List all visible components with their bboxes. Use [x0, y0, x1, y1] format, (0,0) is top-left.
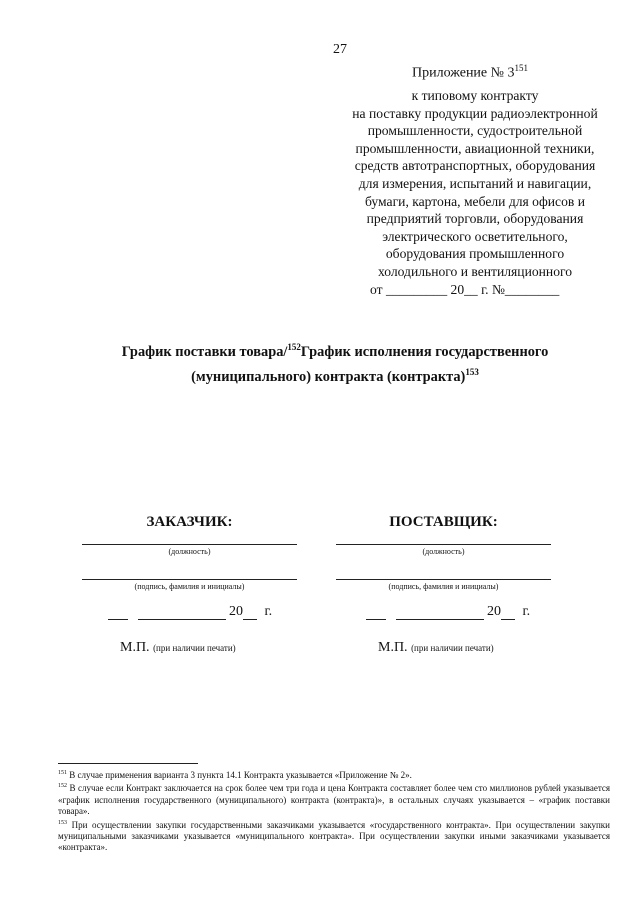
appendix-line: оборудования промышленного [385, 246, 565, 262]
supplier-date-row [336, 604, 551, 640]
footnote-text: В случае применения варианта 3 пункта 14.1 Контракта указывается «Приложение № 2». [67, 770, 412, 780]
supplier-month-blank [396, 605, 484, 620]
appendix-title [412, 63, 528, 82]
customer-year-text: 20 [229, 604, 243, 619]
customer-stamp-label: М.П. [120, 640, 150, 655]
supplier-year-text: 20 [487, 604, 501, 619]
supplier-stamp-label: М.П. [378, 640, 408, 655]
footnotes [58, 768, 610, 854]
title-footnote-mark-2: 153 [465, 366, 479, 377]
customer-year-blank [243, 605, 257, 620]
footnote-text: В случае если Контракт заключается на срок более чем три года и цена Контракта составляет более чем сто миллионов рублей указывается «график исполнения государственного (муниципального) контракта (контракта)», в остальных случаях указывается – «график поставки товара». [58, 783, 610, 817]
footnote-separator [58, 763, 198, 764]
title-part-1: График поставки товара/ [121, 343, 288, 360]
supplier-stamp-note: (при наличии печати) [411, 643, 494, 653]
appendix-line: промышленности, авиационной техники, [355, 140, 595, 156]
supplier-label: ПОСТАВЩИК: [389, 514, 498, 530]
appendix-reference [330, 87, 620, 298]
supplier-stamp-row [336, 640, 551, 656]
appendix-line: предприятий торговли, оборудования [366, 211, 584, 227]
footnote-mark: 153 [58, 819, 67, 826]
customer-date-row [82, 604, 297, 640]
supplier-day-blank [366, 605, 386, 620]
footnote [58, 818, 610, 854]
appendix-line: на поставку продукции радиоэлектронной [352, 105, 598, 121]
supplier-sign-caption: (подпись, фамилия и инициалы) [388, 582, 499, 591]
appendix-line: промышленности, судостроительной [367, 123, 583, 139]
footnote-mark: 151 [58, 770, 67, 776]
appendix-line: электрического осветительного, [382, 228, 568, 244]
customer-day-blank [108, 605, 128, 620]
title-footnote-mark-1: 152 [287, 342, 301, 352]
appendix-line: для измерения, испытаний и навигации, [358, 175, 592, 191]
supplier-year-suffix: г. [522, 604, 531, 619]
supplier-year-blank [501, 605, 515, 620]
customer-label: ЗАКАЗЧИК: [146, 514, 233, 530]
footnote-text: При осуществлении закупки государственными заказчиками указывается «государственного контракта». При осуществлении закупки муниципальными заказчиками указывается «муниципального контракта». При осуществлении закупки иными заказчиками указывается «контракта». [58, 819, 610, 853]
customer-month-blank [138, 605, 226, 620]
customer-stamp-row [82, 640, 297, 656]
appendix-line: к типовому контракту [411, 88, 539, 103]
supplier-signature-block [336, 512, 551, 656]
appendix-line: средств автотранспортных, оборудования [354, 158, 596, 174]
appendix-title-text: Приложение № 3 [412, 65, 515, 81]
footnote [58, 781, 610, 817]
customer-position-caption: (должность) [168, 547, 211, 556]
contract-date-line: от _________ 20__ г. №________ [370, 281, 560, 297]
page-number: 27 [333, 42, 347, 57]
customer-sign-caption: (подпись, фамилия и инициалы) [134, 582, 245, 591]
customer-signature-block [82, 512, 297, 656]
customer-stamp-note: (при наличии печати) [153, 643, 236, 653]
supplier-position-caption: (должность) [422, 547, 465, 556]
footnote [58, 768, 610, 781]
title-part-2: График исполнения государственного (муниципального) контракта (контракта) [191, 343, 549, 385]
appendix-line: холодильного и вентиляционного [377, 263, 573, 279]
appendix-footnote-mark: 151 [514, 63, 528, 73]
footnote-mark: 152 [58, 783, 67, 790]
document-title [90, 337, 580, 387]
appendix-line: бумаги, картона, мебели для офисов и [365, 193, 585, 209]
customer-year-suffix: г. [264, 604, 273, 619]
